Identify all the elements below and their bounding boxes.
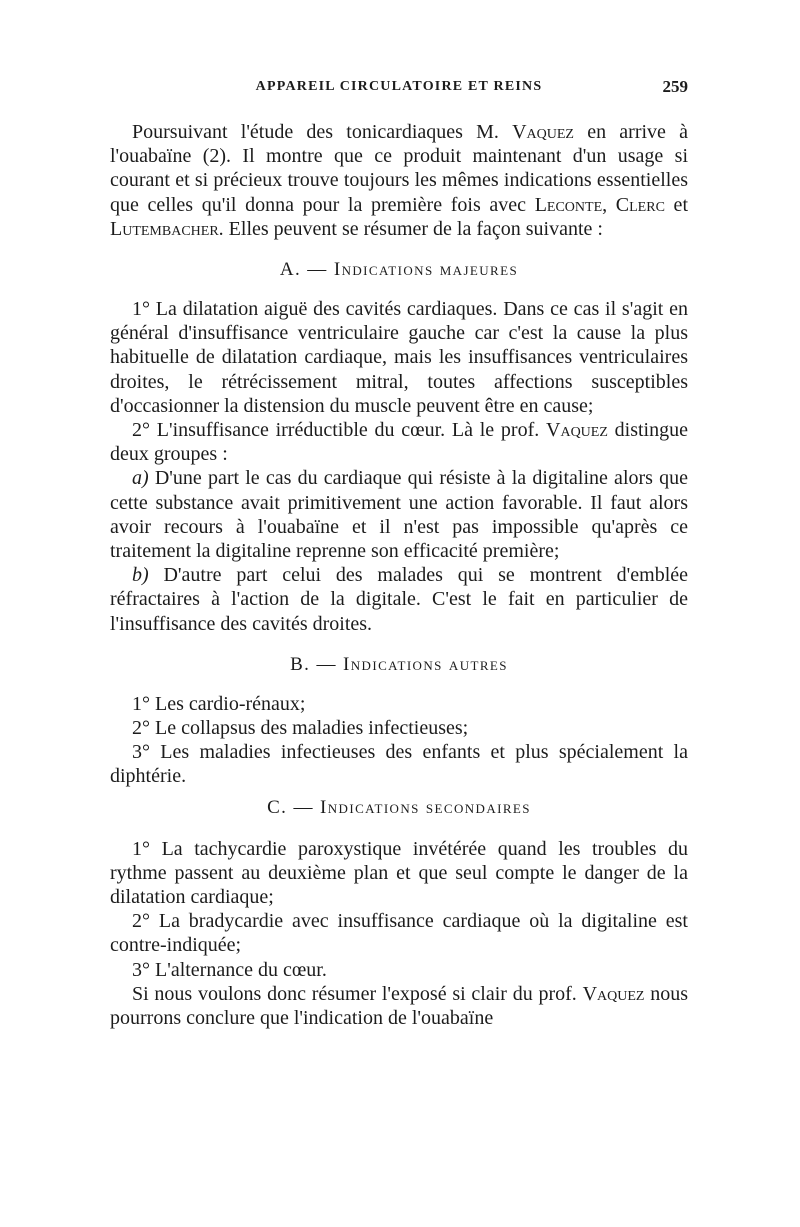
indication-a-2-text: 2° L'insuffisance irréductible du cœur. Là le prof. [132, 419, 547, 442]
indication-b-1: 1° Les cardio-rénaux; [132, 692, 306, 715]
sub-a-text: D'une part le cas du cardiaque qui résiste à la digitaline alors que cette substance avait primitivement une action favorable. Il faut alors avoir recours à l'ouabaïne et il n'est pas impossible qu'après ce traitement la digitaline reprenne son efficacité première; [110, 467, 688, 563]
indication-c-3: 3° L'alternance du cœur. [132, 958, 327, 981]
intro-text-5: . Elles peuvent se résumer de la façon suivante : [218, 217, 603, 240]
indication-a-2-end: distingue deux groupes : [110, 419, 688, 466]
page-number: 259 [662, 77, 688, 96]
sub-b-label: b) [132, 564, 149, 587]
intro-text-3: , [602, 193, 616, 216]
author-name-vaquez: Vaquez [512, 121, 574, 143]
section-heading-c: C. — Indications secondaires [267, 796, 531, 818]
indication-a-2-sub-b [110, 563, 688, 636]
indication-c-1: 1° La tachycardie paroxystique invétérée quand les troubles du rythme passent au deuxième plan et que seul compte le danger de la dilatation cardiaque; [110, 837, 688, 909]
indication-a-2-sub-a [110, 466, 688, 563]
indication-b-2: 2° Le collapsus des maladies infectieuses; [132, 717, 469, 740]
sub-a-label: a) [132, 467, 149, 490]
conclusion-paragraph [110, 982, 688, 1030]
author-name-clerc: Clerc [615, 193, 665, 216]
intro-paragraph [110, 120, 688, 241]
indication-b-3: 3° Les maladies infectieuses des enfants et plus spécialement la diphtérie. [110, 741, 688, 788]
section-heading-a: A. — Indications majeures [279, 259, 519, 281]
intro-text-2: en arrive à l'ouabaïne (2). Il montre que ce produit maintenant d'un usage si courant et si précieux trouve toujours les mêmes indications essentielles que celles qu'il donna pour la première fois avec [110, 121, 688, 216]
intro-text-1: Poursuivant l'étude des tonicardiaques M. [132, 121, 513, 143]
intro-text-4: et [664, 193, 688, 216]
conclusion-text-1: Si nous voulons donc résumer l'exposé si clair du prof. [132, 982, 583, 1005]
indication-a-2 [110, 418, 688, 466]
author-name-vaquez-2: Vaquez [546, 419, 608, 442]
running-title: APPAREIL CIRCULATOIRE ET REINS [255, 79, 543, 94]
author-name-lutembacher: Lutembacher [110, 217, 219, 240]
author-name-leconte: Leconte [534, 193, 603, 216]
book-page [110, 70, 688, 1030]
running-head [110, 70, 688, 104]
sub-b-text: D'autre part celui des malades qui se montrent d'emblée réfractaires à l'action de la digitale. C'est le fait en particulier de l'insuffisance des cavités droites. [110, 564, 688, 635]
author-name-vaquez-3: Vaquez [582, 982, 645, 1005]
section-heading-b: B. — Indications autres [290, 653, 508, 675]
conclusion-text-2: nous pourrons conclure que l'indication de l'ouabaïne [110, 982, 688, 1030]
indication-a-1: 1° La dilatation aiguë des cavités cardiaques. Dans ce cas il s'agit en général d'insuffisance ventriculaire gauche car c'est la cause la plus habituelle de dilatation cardiaque, mais les insuffisances ventriculaires droites, le rétrécissement mitral, toutes affections susceptibles d'occasionner la distension du muscle peuvent être en cause; [110, 298, 688, 417]
indication-c-2: 2° La bradycardie avec insuffisance cardiaque où la digitaline est contre-indiquée; [110, 910, 688, 957]
